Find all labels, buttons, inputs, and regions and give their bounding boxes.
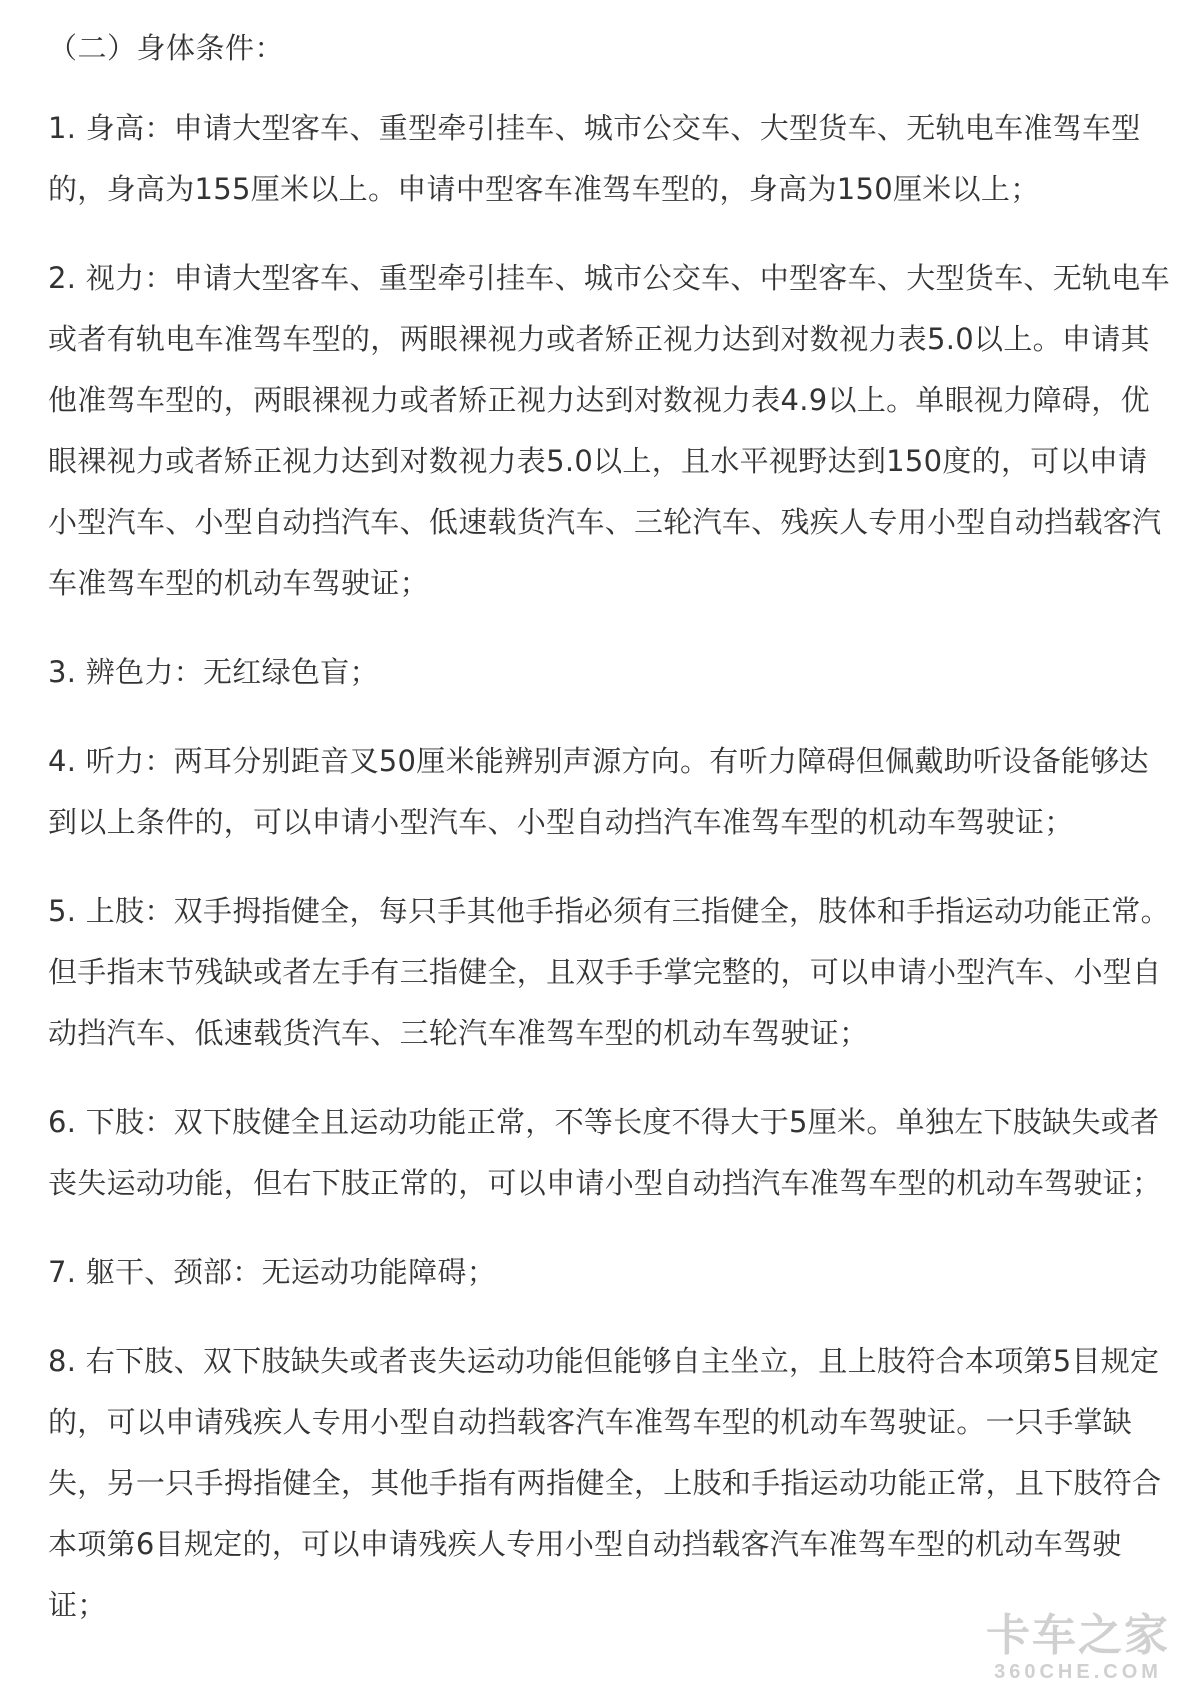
paragraph-disabled-conditions: 8. 右下肢、双下肢缺失或者丧失运动功能但能够自主坐立，且上肢符合本项第5目规定的，可以申请残疾人专用小型自动挡载客汽车准驾车型的机动车驾驶证。一只手掌缺失，另一只手拇指健全，其他手指有两指健全，上肢和手指运动功能正常，且下肢符合本项第6目规定的，可以申请残疾人专用小型自动挡载客汽车准驾车型的机动车驾驶证； bbox=[48, 1344, 1162, 1622]
paragraph-vision: 2. 视力：申请大型客车、重型牵引挂车、城市公交车、中型客车、大型货车、无轨电车或者有轨电车准驾车型的，两眼裸视力或者矫正视力达到对数视力表5.0以上。申请其他准驾车型的，两眼裸视力或者矫正视力达到对数视力表4.9以上。单眼视力障碍，优眼裸视力或者矫正视力达到对数视力表5.0以上，且水平视野达到150度的，可以申请小型汽车、小型自动挡汽车、低速载货汽车、三轮汽车、残疾人专用小型自动挡载客汽车准驾车型的机动车驾驶证； bbox=[48, 261, 1170, 600]
section-heading: （二）身体条件： bbox=[48, 31, 285, 65]
paragraph-lower-limbs: 6. 下肢：双下肢健全且运动功能正常，不等长度不得大于5厘米。单独左下肢缺失或者丧失运动功能，但右下肢正常的，可以申请小型自动挡汽车准驾车型的机动车驾驶证； bbox=[48, 1105, 1162, 1200]
paragraph-torso-neck: 7. 躯干、颈部：无运动功能障碍； bbox=[48, 1255, 496, 1289]
paragraph-upper-limbs: 5. 上肢：双手拇指健全，每只手其他手指必须有三指健全，肢体和手指运动功能正常。但手指末节残缺或者左手有三指健全，且双手手掌完整的，可以申请小型汽车、小型自动挡汽车、低速载货汽车、三轮汽车准驾车型的机动车驾驶证； bbox=[48, 894, 1170, 1050]
site-watermark bbox=[986, 1612, 1170, 1684]
watermark-cn: 卡车之家 bbox=[986, 1611, 1170, 1660]
paragraph-color-vision: 3. 辨色力：无红绿色盲； bbox=[48, 655, 379, 689]
paragraph-hearing: 4. 听力：两耳分别距音叉50厘米能辨别声源方向。有听力障碍但佩戴助听设备能够达到以上条件的，可以申请小型汽车、小型自动挡汽车准驾车型的机动车驾驶证； bbox=[48, 744, 1149, 839]
watermark-en: 360CHE.COM bbox=[994, 1661, 1162, 1683]
paragraph-height: 1. 身高：申请大型客车、重型牵引挂车、城市公交车、大型货车、无轨电车准驾车型的，身高为155厘米以上。申请中型客车准驾车型的，身高为150厘米以上； bbox=[48, 111, 1141, 206]
article-body bbox=[48, 18, 1173, 1664]
